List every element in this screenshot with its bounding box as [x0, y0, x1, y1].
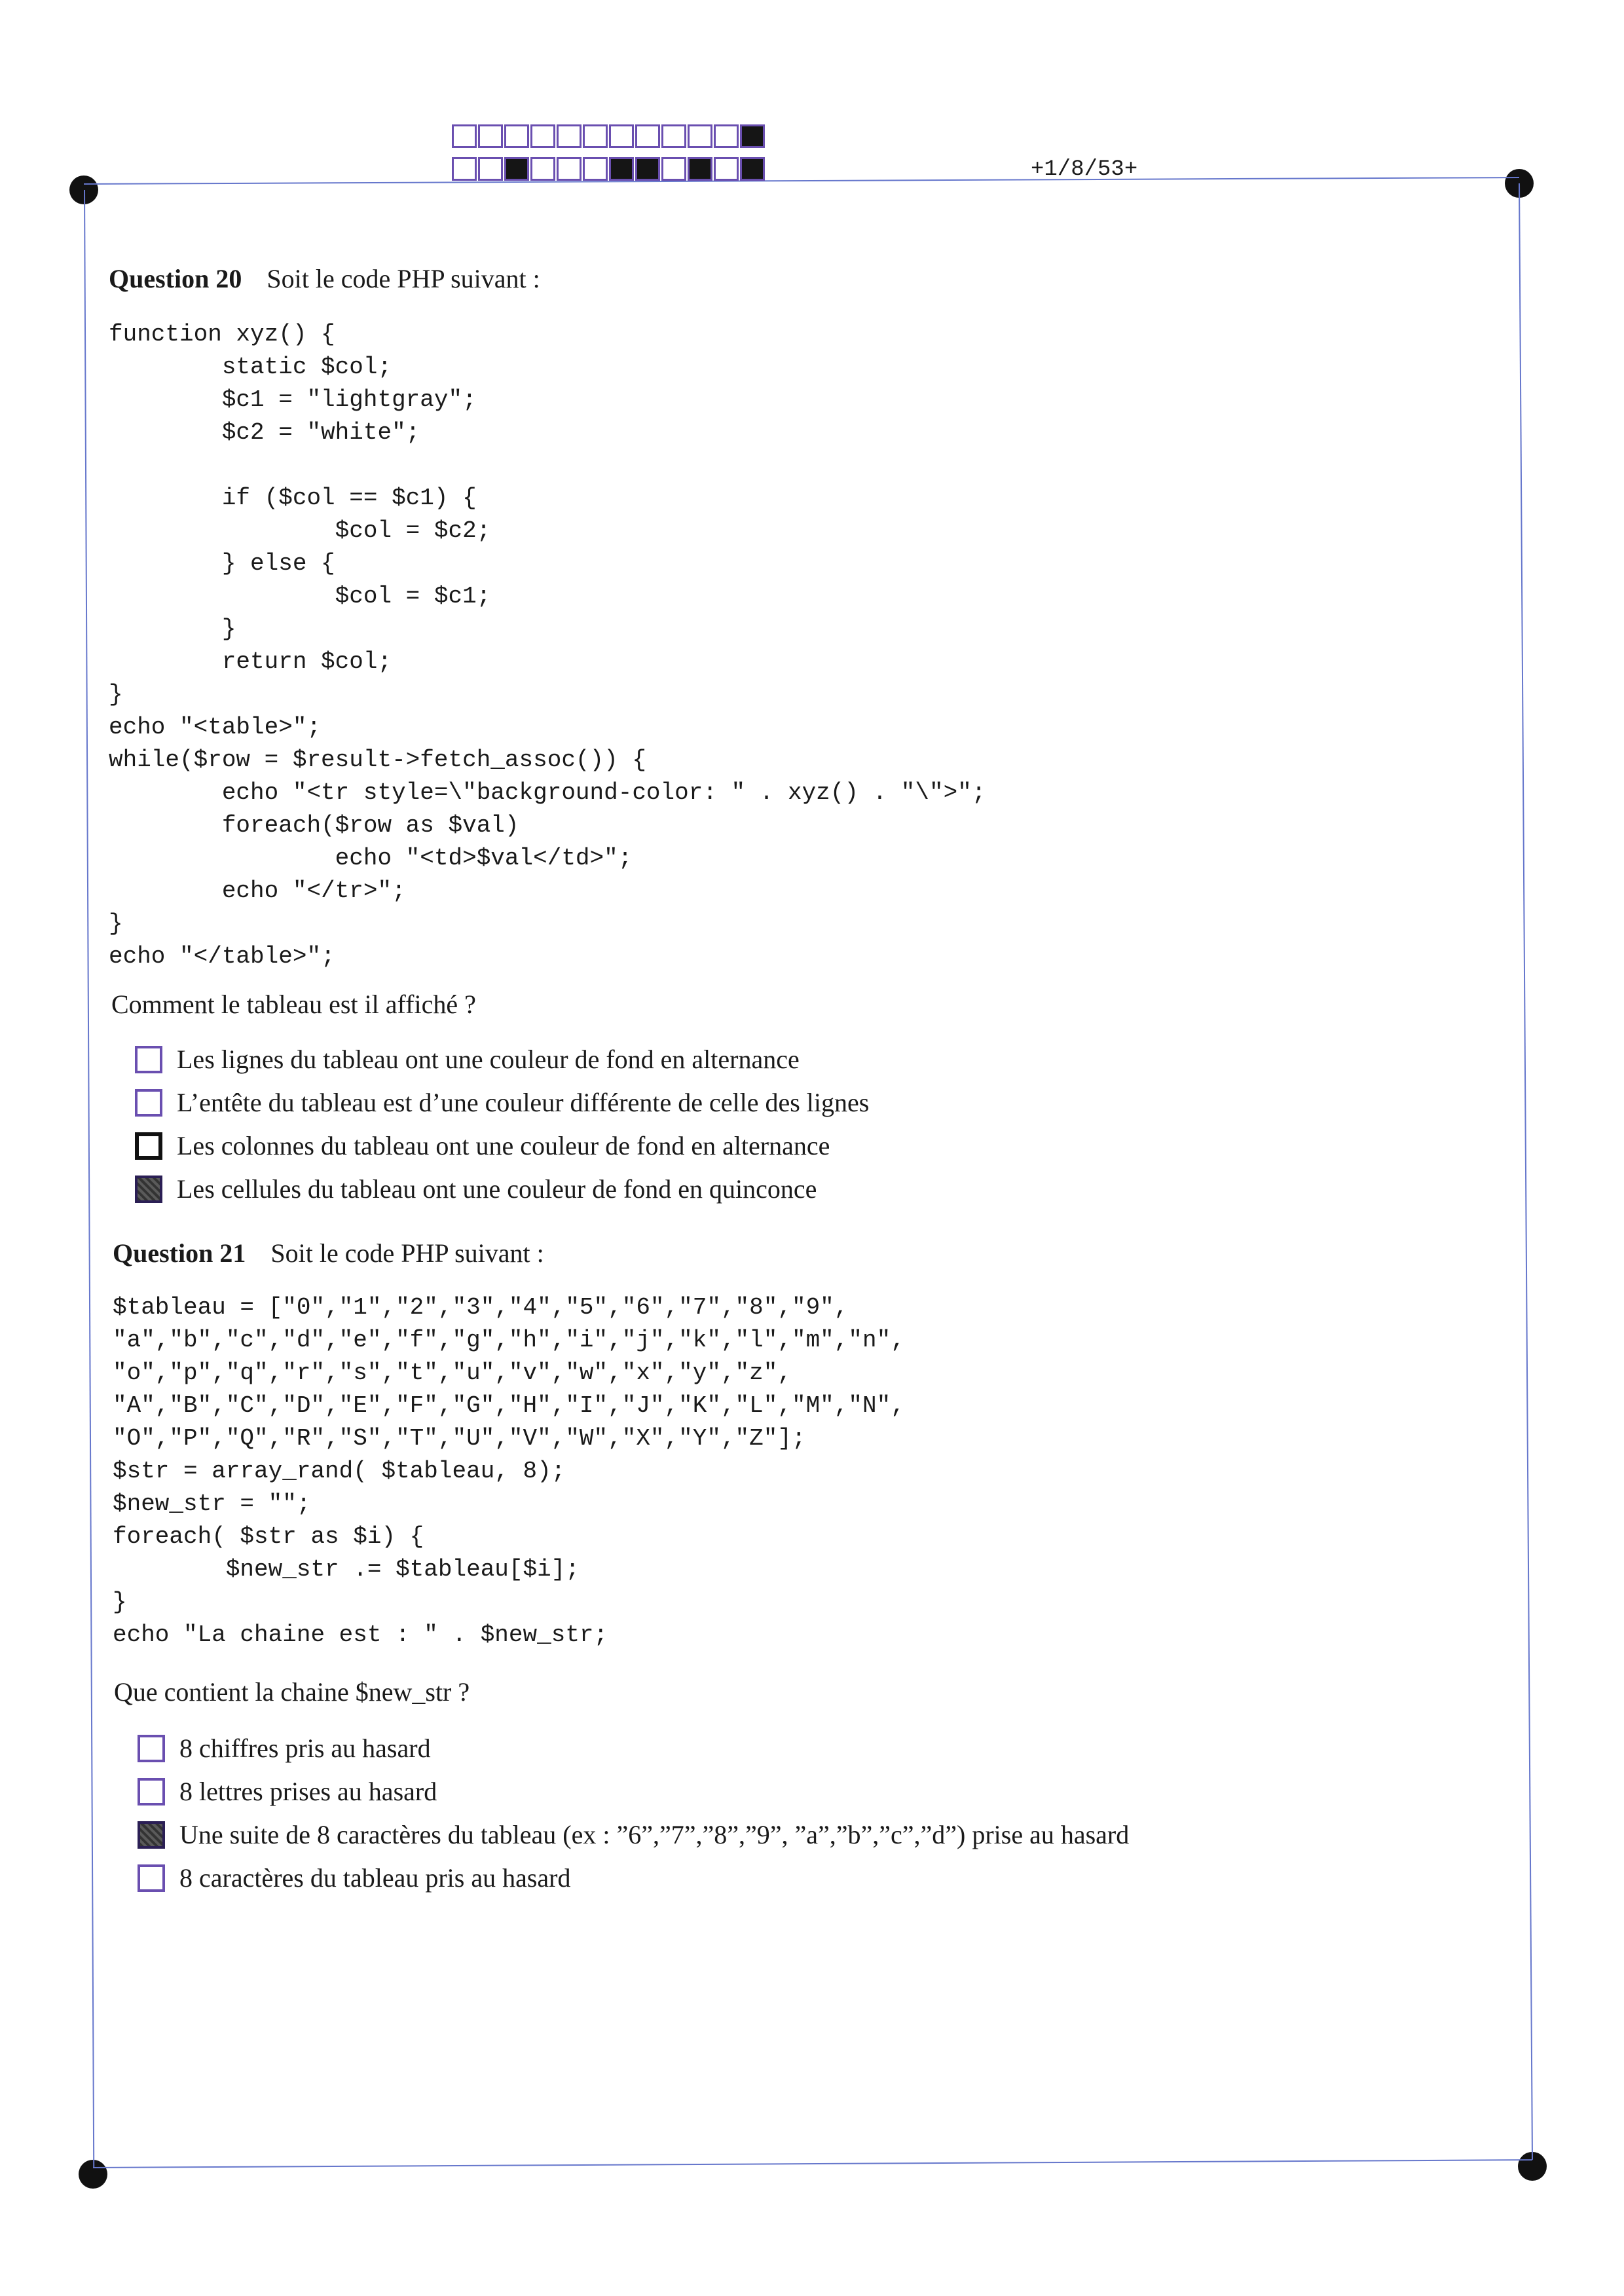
code-box-empty: [661, 157, 686, 181]
question-intro: Soit le code PHP suivant :: [267, 264, 540, 293]
code-box-empty: [714, 157, 739, 181]
code-box-empty: [504, 124, 529, 148]
question-number: Question 20: [109, 264, 242, 293]
code-box-empty: [478, 157, 503, 181]
answer-option[interactable]: [135, 1044, 800, 1075]
code-box-empty: [661, 124, 686, 148]
answer-option[interactable]: [138, 1862, 570, 1893]
code-box-empty: [583, 157, 608, 181]
code-box-empty: [452, 124, 477, 148]
code-box-filled: [635, 157, 660, 181]
answer-option[interactable]: [135, 1130, 830, 1161]
code-box-empty: [530, 124, 555, 148]
code-box-filled: [609, 157, 634, 181]
answer-label: Une suite de 8 caractères du tableau (ex : ”6”,”7”,”8”,”9”, ”a”,”b”,”c”,”d”) prise au hasard: [179, 1820, 1130, 1849]
code-box-empty: [557, 157, 581, 181]
code-box-empty: [688, 124, 712, 148]
answer-option[interactable]: [135, 1174, 817, 1204]
frame-line-bottom: [93, 2159, 1532, 2168]
answer-checkbox[interactable]: [138, 1864, 165, 1892]
question-21-title: [113, 1238, 544, 1268]
question-20-code: function xyz() { static $col; $c1 = "lightgray"; $c2 = "white"; if ($col == $c1) { $col = $c2; } else { $col = $c1; } return $col; } echo "<table>"; while($row = $result->fetch_assoc()) { echo "<tr style=\"background-color: " . xyz() . "\">"; foreach($row as $val) echo "<td>$val</td>"; echo "</tr>"; } echo "</table>";: [109, 321, 986, 970]
code-box-filled: [740, 124, 765, 148]
answer-checkbox-crossed[interactable]: [135, 1132, 162, 1160]
code-box-empty: [635, 124, 660, 148]
frame-line-right: [1519, 183, 1533, 2160]
question-21-code: $tableau = ["0","1","2","3","4","5","6","7","8","9", "a","b","c","d","e","f","g","h","i","j","k","l","m","n", "o","p","q","r","s","t","u","v","w","x","y","z", "A","B","C","D","E","F","G","H","I","J","K","L","M","N", "O","P","Q","R","S","T","U","V","W","X","Y","Z"]; $str = array_rand( $tableau, 8); $new_str = ""; foreach( $str as $i) { $new_str .= $tableau[$i]; } echo "La chaine est : " . $new_str;: [113, 1294, 905, 1648]
answer-label: 8 caractères du tableau pris au hasard: [179, 1863, 571, 1893]
answer-label: Les colonnes du tableau ont une couleur de fond en alternance: [177, 1131, 830, 1160]
answer-option[interactable]: [138, 1776, 437, 1807]
code-box-filled: [688, 157, 712, 181]
question-20-title: [109, 263, 540, 294]
answer-checkbox[interactable]: [138, 1735, 165, 1762]
answer-label: Les lignes du tableau ont une couleur de fond en alternance: [177, 1045, 800, 1074]
answer-checkbox-filled[interactable]: [135, 1176, 162, 1203]
answer-option[interactable]: [138, 1733, 431, 1764]
code-box-filled: [504, 157, 529, 181]
id-code-row-2: [452, 157, 766, 181]
code-box-empty: [714, 124, 739, 148]
code-box-filled: [740, 157, 765, 181]
answer-checkbox[interactable]: [138, 1778, 165, 1805]
code-box-empty: [609, 124, 634, 148]
answer-checkbox-filled[interactable]: [138, 1821, 165, 1849]
frame-line-top: [84, 177, 1519, 185]
question-20-prompt: Comment le tableau est il affiché ?: [111, 990, 476, 1019]
answer-checkbox[interactable]: [135, 1089, 162, 1117]
code-box-empty: [478, 124, 503, 148]
answer-label: Les cellules du tableau ont une couleur de fond en quinconce: [177, 1174, 817, 1204]
code-box-empty: [557, 124, 581, 148]
answer-option[interactable]: [135, 1087, 869, 1118]
answer-label: L’entête du tableau est d’une couleur différente de celle des lignes: [177, 1088, 870, 1117]
answer-checkbox[interactable]: [135, 1046, 162, 1073]
answer-option[interactable]: [138, 1819, 1129, 1850]
code-box-empty: [583, 124, 608, 148]
question-21-prompt: Que contient la chaine $new_str ?: [114, 1677, 470, 1707]
code-box-empty: [530, 157, 555, 181]
id-code-row-1: [452, 124, 766, 148]
page-id: +1/8/53+: [1031, 157, 1138, 182]
code-box-empty: [452, 157, 477, 181]
answer-label: 8 lettres prises au hasard: [179, 1777, 437, 1806]
question-number: Question 21: [113, 1238, 246, 1268]
question-intro: Soit le code PHP suivant :: [270, 1238, 544, 1268]
answer-label: 8 chiffres pris au hasard: [179, 1733, 431, 1763]
frame-line-left: [84, 190, 94, 2168]
